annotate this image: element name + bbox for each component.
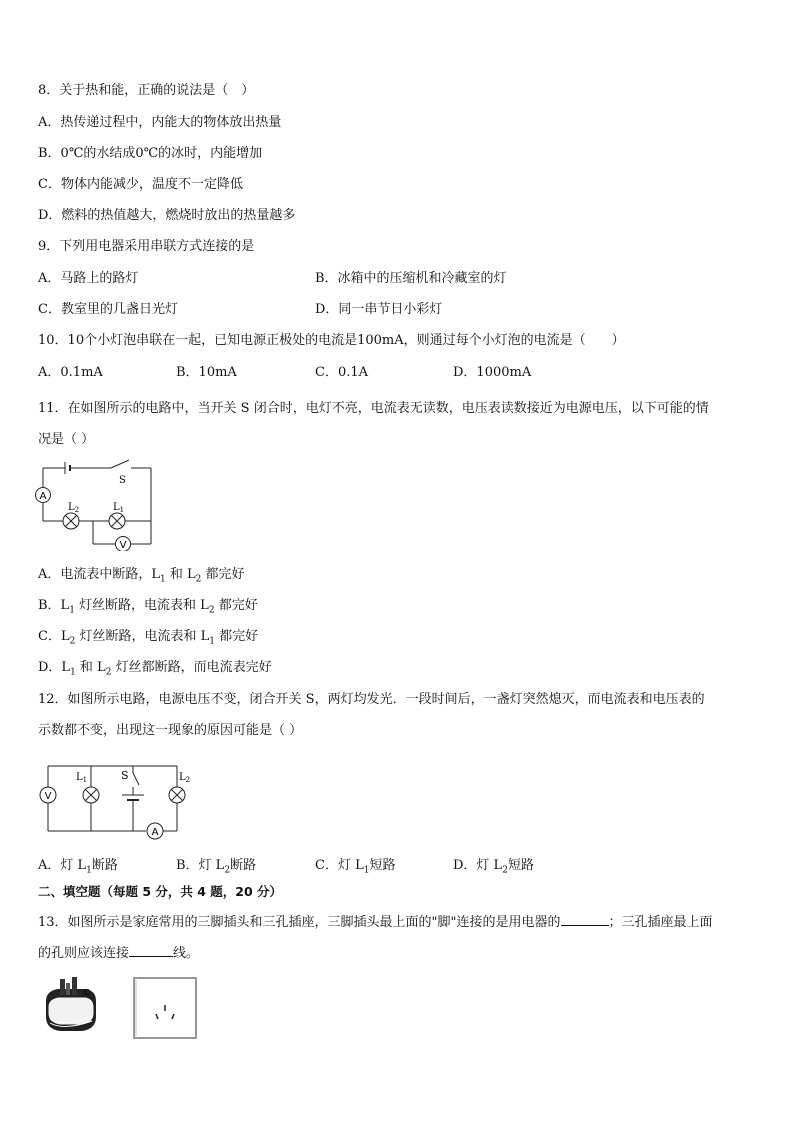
q13-blank-1[interactable] [561,911,609,926]
q8-option-c: C．物体内能减少，温度不一定降低 [38,177,243,192]
q10-option-d: D．1000mA [453,365,532,380]
q11-option-c: C．$L_2$ 灯丝断路，电流表和 $L_1$ 都完好 [38,629,259,647]
q9-option-d: D．同一串节日小彩灯 [315,302,443,317]
q12-option-b: B．灯 $L_2$断路 [176,858,257,876]
three-pin-plug-image [42,973,100,1039]
q12-lamp2-label: $L_2$ [179,772,191,784]
q12-option-a: A．灯 $L_1$断路 [38,858,118,876]
plug-c-label: C [84,988,90,997]
q10-option-b: B．10mA [176,365,237,380]
q11-stem-line1: 11．在如图所示的电路中，当开关 S 闭合时，电灯不亮，电流表无读数，电压表读数接近为电源电压，以下可能的情 [38,401,709,416]
q9-option-c: C．教室里的几盏日光灯 [38,302,178,317]
q13-stem-line2: 的孔则应该连接 线。 [38,942,199,963]
q11-ammeter-label: A [39,491,47,502]
q12-option-c: C．灯 $L_1$短路 [315,858,396,876]
q11-option-b: B．$L_1$ 灯丝断路，电流表和 $L_2$ 都完好 [38,598,258,616]
q11-lamp1-label: $L_1$ [113,502,125,514]
q11-switch-label: S [119,475,126,486]
q11-voltmeter-label: V [119,540,127,551]
q11-option-d: D．$L_1$ 和 $L_2$ 灯丝都断路，而电流表完好 [38,660,272,678]
q8-option-b: B．0℃的水结成0℃的冰时，内能增加 [38,146,263,161]
three-hole-socket-image [132,976,198,1040]
q10-stem: 10．10个小灯泡串联在一起，已知电源正极处的电流是100mA，则通过每个小灯泡的电流是（ ） [38,333,625,348]
q11-option-a: A．电流表中断路，$L_1$ 和 $L_2$ 都完好 [38,567,245,585]
q13-blank-2[interactable] [129,942,173,957]
q8-stem: 8．关于热和能，正确的说法是（ ） [38,83,255,98]
q9-stem: 9．下列用电器采用串联方式连接的是 [38,239,255,254]
q11-stem-line2: 况是（ ） [38,432,95,447]
section-title-fill-in: 二、填空题（每题 5 分，共 4 题，20 分） [38,884,283,899]
q10-option-a: A．0.1mA [38,365,103,380]
q12-switch-label: S [121,769,129,782]
q9-option-a: A．马路上的路灯 [38,271,139,286]
q11-lamp2-label: $L_2$ [68,502,80,514]
q8-option-d: D．燃料的热值越大，燃烧时放出的热量越多 [38,208,296,223]
q12-voltmeter-label: V [44,791,52,802]
q11-circuit-diagram [33,456,158,551]
q12-stem-line2: 示数都不变，出现这一现象的原因可能是（ ） [38,723,303,738]
q12-lamp1-label: $L_1$ [76,772,88,784]
q12-circuit-diagram [36,761,196,841]
q13-stem-line1: 13．如图所示是家庭常用的三脚插头和三孔插座，三脚插头最上面的"脚"连接的是用电器的 ；三孔插座最上面 [38,911,713,932]
q10-option-c: C．0.1A [315,365,369,380]
q12-option-d: D．灯 $L_2$短路 [453,858,534,876]
q9-option-b: B．冰箱中的压缩机和冷藏室的灯 [315,271,507,286]
q12-stem-line1: 12．如图所示电路，电源电压不变，闭合开关 S，两灯均发光．一段时间后，一盏灯突然熄灭，而电流表和电压表的 [38,692,705,707]
q8-option-a: A．热传递过程中，内能大的物体放出热量 [38,115,282,130]
q12-ammeter-label: A [151,827,159,838]
